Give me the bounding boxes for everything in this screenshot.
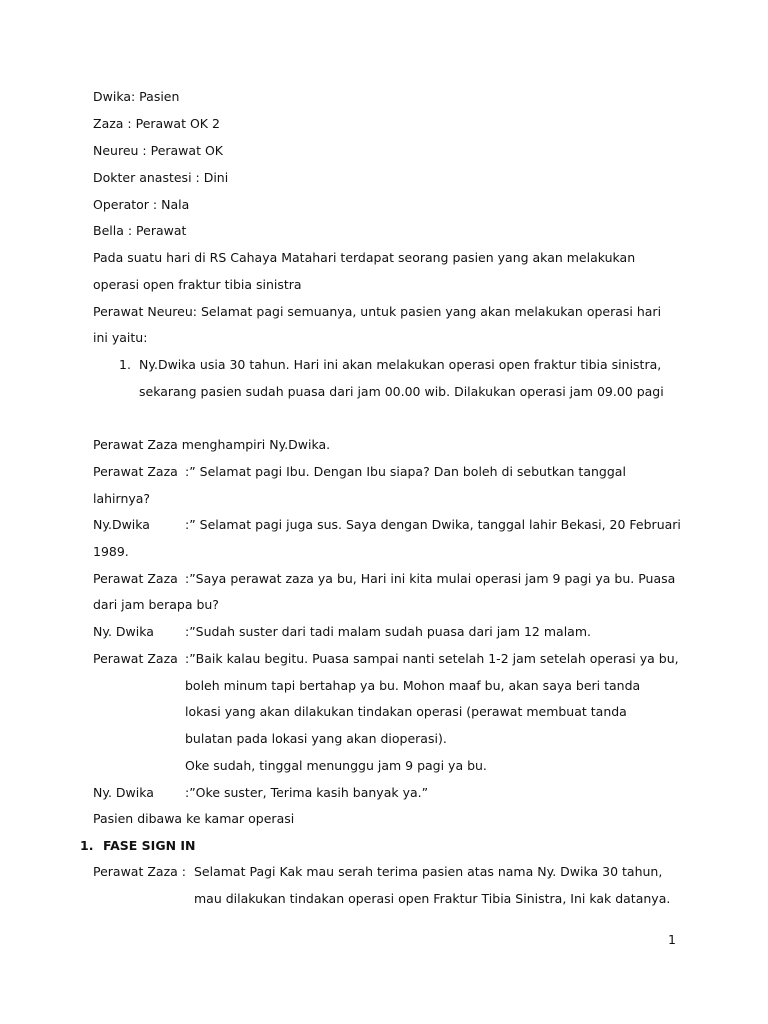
dialogue-line: Selamat Pagi Kak mau serah terima pasien atas nama Ny. Dwika 30 tahun, — [194, 864, 663, 879]
dialogue-line: bulatan pada lokasi yang akan dioperasi). — [185, 731, 447, 746]
cast-line: Bella : Perawat — [93, 223, 187, 238]
dialogue-line: :”Baik kalau begitu. Puasa sampai nanti setelah 1-2 jam setelah operasi ya bu, — [185, 651, 679, 666]
dialogue-continuation: dari jam berapa bu? — [93, 597, 219, 612]
speaker-label: Ny. Dwika — [93, 785, 154, 800]
speaker-label: Ny. Dwika — [93, 624, 154, 639]
dialogue-line: mau dilakukan tindakan operasi open Fraktur Tibia Sinistra, Ini kak datanya. — [194, 891, 671, 906]
list-number: 1. — [119, 357, 131, 372]
dialogue-line: boleh minum tapi bertahap ya bu. Mohon maaf bu, akan saya beri tanda — [185, 678, 641, 693]
speaker-label: Perawat Zaza : — [93, 864, 186, 879]
section-heading: FASE SIGN IN — [103, 838, 196, 853]
list-item-line: sekarang pasien sudah puasa dari jam 00.00 wib. Dilakukan operasi jam 09.00 pagi — [139, 384, 664, 399]
dialogue-line: Oke sudah, tinggal menunggu jam 9 pagi ya bu. — [185, 758, 487, 773]
intro-line: Pada suatu hari di RS Cahaya Matahari terdapat seorang pasien yang akan melakukan — [93, 250, 636, 265]
speaker-label: Perawat Zaza — [93, 571, 178, 586]
dialogue-continuation: 1989. — [93, 544, 129, 559]
neureu-line: Perawat Neureu: Selamat pagi semuanya, untuk pasien yang akan melakukan operasi hari — [93, 304, 662, 319]
cast-line: Dwika: Pasien — [93, 89, 180, 104]
dialogue-line: :”Oke suster, Terima kasih banyak ya.” — [185, 785, 429, 800]
dialogue-line: :” Selamat pagi juga sus. Saya dengan Dwika, tanggal lahir Bekasi, 20 Februari — [185, 517, 681, 532]
page-number: 1 — [668, 932, 676, 947]
dialogue-line: lokasi yang akan dilakukan tindakan operasi (perawat membuat tanda — [185, 704, 627, 719]
dialogue-line: :”Sudah suster dari tadi malam sudah puasa dari jam 12 malam. — [185, 624, 591, 639]
section-number: 1. — [80, 838, 94, 853]
dialogue-line: :” Selamat pagi Ibu. Dengan Ibu siapa? Dan boleh di sebutkan tanggal — [185, 464, 626, 479]
narration-line: Pasien dibawa ke kamar operasi — [93, 811, 295, 826]
speaker-label: Ny.Dwika — [93, 517, 150, 532]
dialogue-line: :”Saya perawat zaza ya bu, Hari ini kita mulai operasi jam 9 pagi ya bu. Puasa — [185, 571, 676, 586]
neureu-line: ini yaitu: — [93, 330, 148, 345]
cast-line: Operator : Nala — [93, 197, 190, 212]
cast-line: Neureu : Perawat OK — [93, 143, 223, 158]
cast-line: Zaza : Perawat OK 2 — [93, 116, 220, 131]
dialogue-continuation: lahirnya? — [93, 491, 151, 506]
narration-line: Perawat Zaza menghampiri Ny.Dwika. — [93, 437, 331, 452]
cast-line: Dokter anastesi : Dini — [93, 170, 229, 185]
speaker-label: Perawat Zaza — [93, 651, 178, 666]
intro-line: operasi open fraktur tibia sinistra — [93, 277, 302, 292]
speaker-label: Perawat Zaza — [93, 464, 178, 479]
list-item-line: Ny.Dwika usia 30 tahun. Hari ini akan melakukan operasi open fraktur tibia sinistra, — [139, 357, 662, 372]
